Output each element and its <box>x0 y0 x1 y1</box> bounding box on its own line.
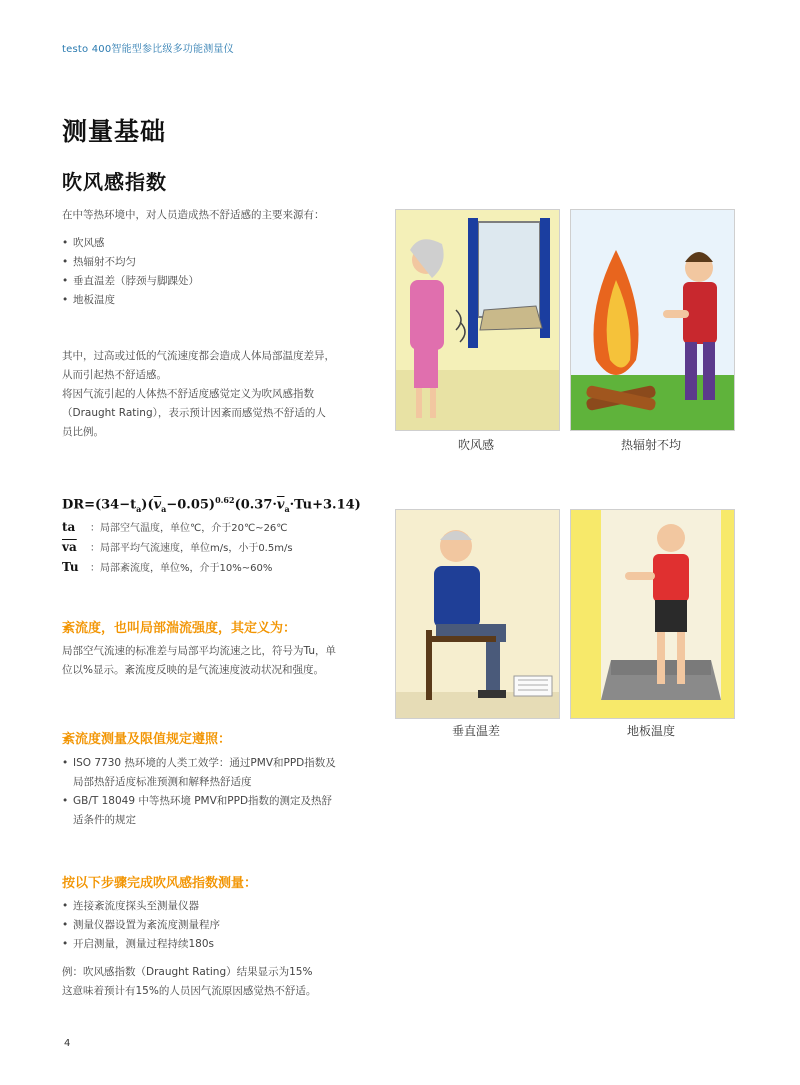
radiant-heat-illustration <box>570 209 735 431</box>
vertical-temp-illustration <box>395 509 560 719</box>
turbulence-text: 局部空气流速的标准差与局部平均流速之比，符号为Tu，单 位以%显示。紊流度反映的是气流速度波动状况和强度。 <box>62 645 336 676</box>
caption-vertical: 垂直温差 <box>451 724 500 738</box>
standards-heading: 紊流度测量及限值规定遵照： <box>62 732 232 747</box>
paragraph-1: 其中，过高或过低的气流速度都会造成人体局部温度差异， 从而引起热不舒适感。 将因气流引起的人体热不舒适度感觉定义为吹风感指数 （Draught Rating），表示预计因紊而感觉热不舒适的人 员比例。 <box>62 350 335 438</box>
floor-temp-illustration <box>570 509 735 719</box>
page-title: 测量基础 <box>62 117 167 146</box>
var-ta: ta ：局部空气温度，单位℃，介于20℃~26℃ <box>62 520 288 534</box>
list-item: • 垂直温差（脖颈与脚踝处） <box>62 272 362 291</box>
example-text: 例：吹风感指数（Draught Rating）结果显示为15% 这意味着预计有15%的人员因气流原因感觉热不舒适。 <box>62 966 317 997</box>
draught-illustration <box>395 209 560 431</box>
list-item: • 地板温度 <box>62 291 362 310</box>
list-item: • 开启测量，测量过程持续180s <box>62 935 382 954</box>
standards-list <box>62 754 382 830</box>
page-number: 4 <box>64 1038 71 1049</box>
intro-text: 在中等热环境中，对人员造成热不舒适感的主要来源有： <box>62 209 325 221</box>
caption-radiant: 热辐射不均 <box>620 438 681 452</box>
var-va: $\overline{va}$ ：局部平均气流速度，单位m/s，小于0.5m/s <box>62 540 293 554</box>
section-title: 吹风感指数 <box>62 170 167 194</box>
var-tu: Tu ：局部紊流度，单位%，介于10%~60% <box>62 560 273 574</box>
steps-list <box>62 897 382 954</box>
steps-heading: 按以下步骤完成吹风感指数测量： <box>62 876 258 891</box>
list-item: • 热辐射不均匀 <box>62 253 362 272</box>
running-header: testo 400智能型参比级多功能测量仪 <box>62 44 234 55</box>
dr-formula: $DR=(34-t_a)(\overline{v}_a-0.05)^{0.62}(0.37\cdot\overline{v}_a\cdot Tu+3.14)$ <box>62 495 361 514</box>
list-item: • ISO 7730 热环境的人类工效学：通过PMV和PPD指数及 局部热舒适度标准预测和解释热舒适度 <box>62 754 382 792</box>
caption-floor: 地板温度 <box>626 724 675 738</box>
list-item: • 测量仪器设置为紊流度测量程序 <box>62 916 382 935</box>
list-item: • GB/T 18049 中等热环境 PMV和PPD指数的测定及热舒 适条件的规定 <box>62 792 382 830</box>
list-item: • 连接紊流度探头至测量仪器 <box>62 897 382 916</box>
caption-draught: 吹风感 <box>457 438 494 452</box>
list-item: • 吹风感 <box>62 234 362 253</box>
sources-list <box>62 234 362 310</box>
turbulence-heading: 紊流度，也叫局部湍流强度，其定义为： <box>62 621 297 636</box>
